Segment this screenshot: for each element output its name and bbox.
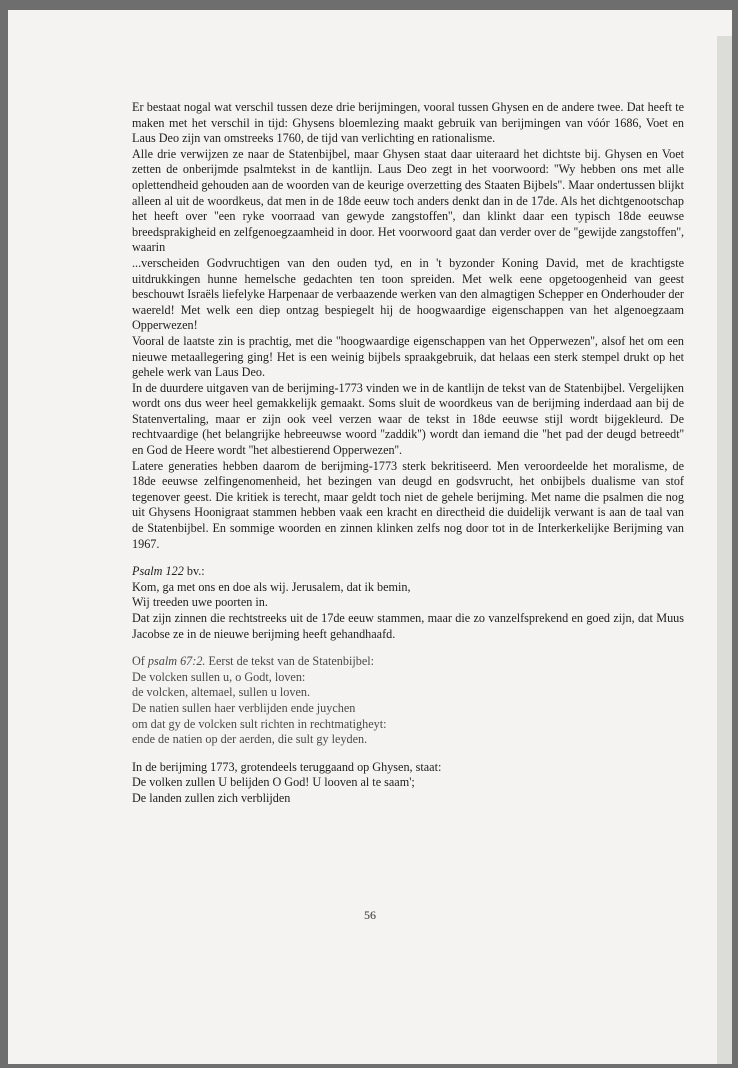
paragraph-5: In de duurdere uitgaven van de berijming-1773 vinden we in de kantlijn de tekst van de Statenbijbel. Vergelijken wordt ons dus weer heel gemakkelijk gemaakt. Soms sluit de woordkeus van de berijming inderdaad aan bij de Statenvertaling, maar er zijn ook veel verzen waar de tekst in 18de eeuwse stijl wordt bijgekleurd. De rechtvaardige (het belangrijke hebreeuwse woord ''zaddik'') wordt dan iemand die ''het pad der deugd betreedt'' en God de Heere wordt ''het albestierend Opperwezen''.	[132, 380, 684, 458]
paragraph-2: Alle drie verwijzen ze naar de Statenbijbel, maar Ghysen staat daar uiteraard het dichtste bij. Ghysen en Voet zetten de onberijmde psalmtekst in de kantlijn. Laus Deo zegt in het voorwoord: ''Wy hebben ons met alle oplettendheid gehouden aan de woorden van de keurige overzetting des Staaten Bijbels''. Maar ondertussen blijkt alleen al uit de woordkeus, dat men in de 18de eeuw toch anders denkt dan in de 17de. Als het dichtgenootschap het heeft over ''een ryke voorraad van gewyde zangstoffen'', dan klinkt daar een typisch 18de eeuwse breedsprakigheid en zelfgenoegzaamheid in door. Het voorwoord gaat dan verder over de ''gewijde zangstoffen'', waarin	[132, 146, 684, 255]
book-page	[8, 10, 732, 1064]
psalm-67-suffix: Eerst de tekst van de Statenbijbel:	[205, 654, 375, 669]
psalm-122-line: Wij treeden uwe poorten in.	[132, 595, 268, 610]
psalm-67-line: De volcken sullen u, o Godt, loven:	[132, 669, 306, 684]
berijming-1773-line: De landen zullen zich verblijden	[132, 790, 291, 805]
paragraph-6: Latere generaties hebben daarom de berijming-1773 sterk bekritiseerd. Men veroordeelde het moralisme, de 18de eeuwse zelfingenomenheid, het bezingen van deugd en godsvrucht, het onbijbels dualisme van stof tegenover geest. Die kritiek is terecht, maar geldt toch niet de gehele berijming. Met name die psalmen die nog uit Ghysens Hoonigraat stammen hebben vaak een kracht en directheid die duidelijk verwant is aan de taal van de Statenbijbel. En sommige woorden en zinnen klinken zelfs nog door tot in de Interkerkelijke Berijming van 1967.	[132, 458, 684, 551]
berijming-1773-line: De volken zullen U belijden O God! U looven al te saam';	[132, 775, 415, 790]
psalm-122-comment: Dat zijn zinnen die rechtstreeks uit de 17de eeuw stammen, maar die zo vanzelfsprekend en goed zijn, dat Muus Jacobse ze in de nieuwe berijming heeft gehandhaafd.	[132, 611, 684, 641]
psalm-122-suffix: bv.:	[183, 564, 205, 579]
psalm-122-block	[132, 564, 684, 611]
berijming-1773-intro: In de berijming 1773, grotendeels teruggaand op Ghysen, staat:	[132, 759, 442, 774]
psalm-122-line: Kom, ga met ons en doe als wij. Jerusalem, dat ik bemin,	[132, 579, 411, 594]
psalm-67-block	[132, 654, 684, 748]
paragraph-1: Er bestaat nogal wat verschil tussen deze drie berijmingen, vooral tussen Ghysen en de andere twee. Dat heeft te maken met het verschil in tijd: Ghysens bloemlezing maakt gebruik van berijmingen van vóór 1686, Voet en Laus Deo zijn van omstreeks 1760, de tijd van verlichting en rationalisme.	[132, 100, 684, 146]
psalm-67-ref: psalm 67:2.	[147, 654, 206, 669]
psalm-67-line: de volcken, altemael, sullen u loven.	[132, 685, 311, 700]
psalm-67-line: ende de natien op der aerden, die sult gy leyden.	[132, 732, 368, 747]
paragraph-4: Vooral de laatste zin is prachtig, met die ''hoogwaardige eigenschappen van het Opperwezen'', alsof het om een nieuwe metaallegering ging! Het is een weinig bijbels spraakgebruik, dat helaas een sterk stempel drukt op het gehele werk van Laus Deo.	[132, 333, 684, 380]
quote-paragraph: ...verscheiden Godvruchtigen van den ouden tyd, en in 't byzonder Koning David, met de krachtigste uitdrukkingen hunne hemelsche gedachten ten toon spreiden. Met welk eene opgetoogenheid van geest beschouwt Israëls liefelyke Harpenaar de verbaazende werken van den almagtigen Schepper en Onderhouder der waereld! Met welk een diep ontzag bespiegelt hij de hoogwaardige eigenschappen van het algenoegzaam Opperwezen!	[132, 255, 684, 333]
psalm-67-line: om dat gy de volcken sult richten in rechtmatigheyt:	[132, 716, 387, 731]
psalm-122-ref: Psalm 122	[132, 564, 184, 579]
psalm-67-line: De natien sullen haer verblijden ende juychen	[132, 700, 356, 715]
psalm-67-intro	[132, 654, 684, 670]
page-number: 56	[364, 908, 376, 922]
psalm-122-heading	[132, 564, 684, 580]
psalm-67-prefix: Of	[132, 654, 148, 669]
berijming-1773-block	[132, 760, 684, 807]
body-text	[132, 100, 684, 807]
